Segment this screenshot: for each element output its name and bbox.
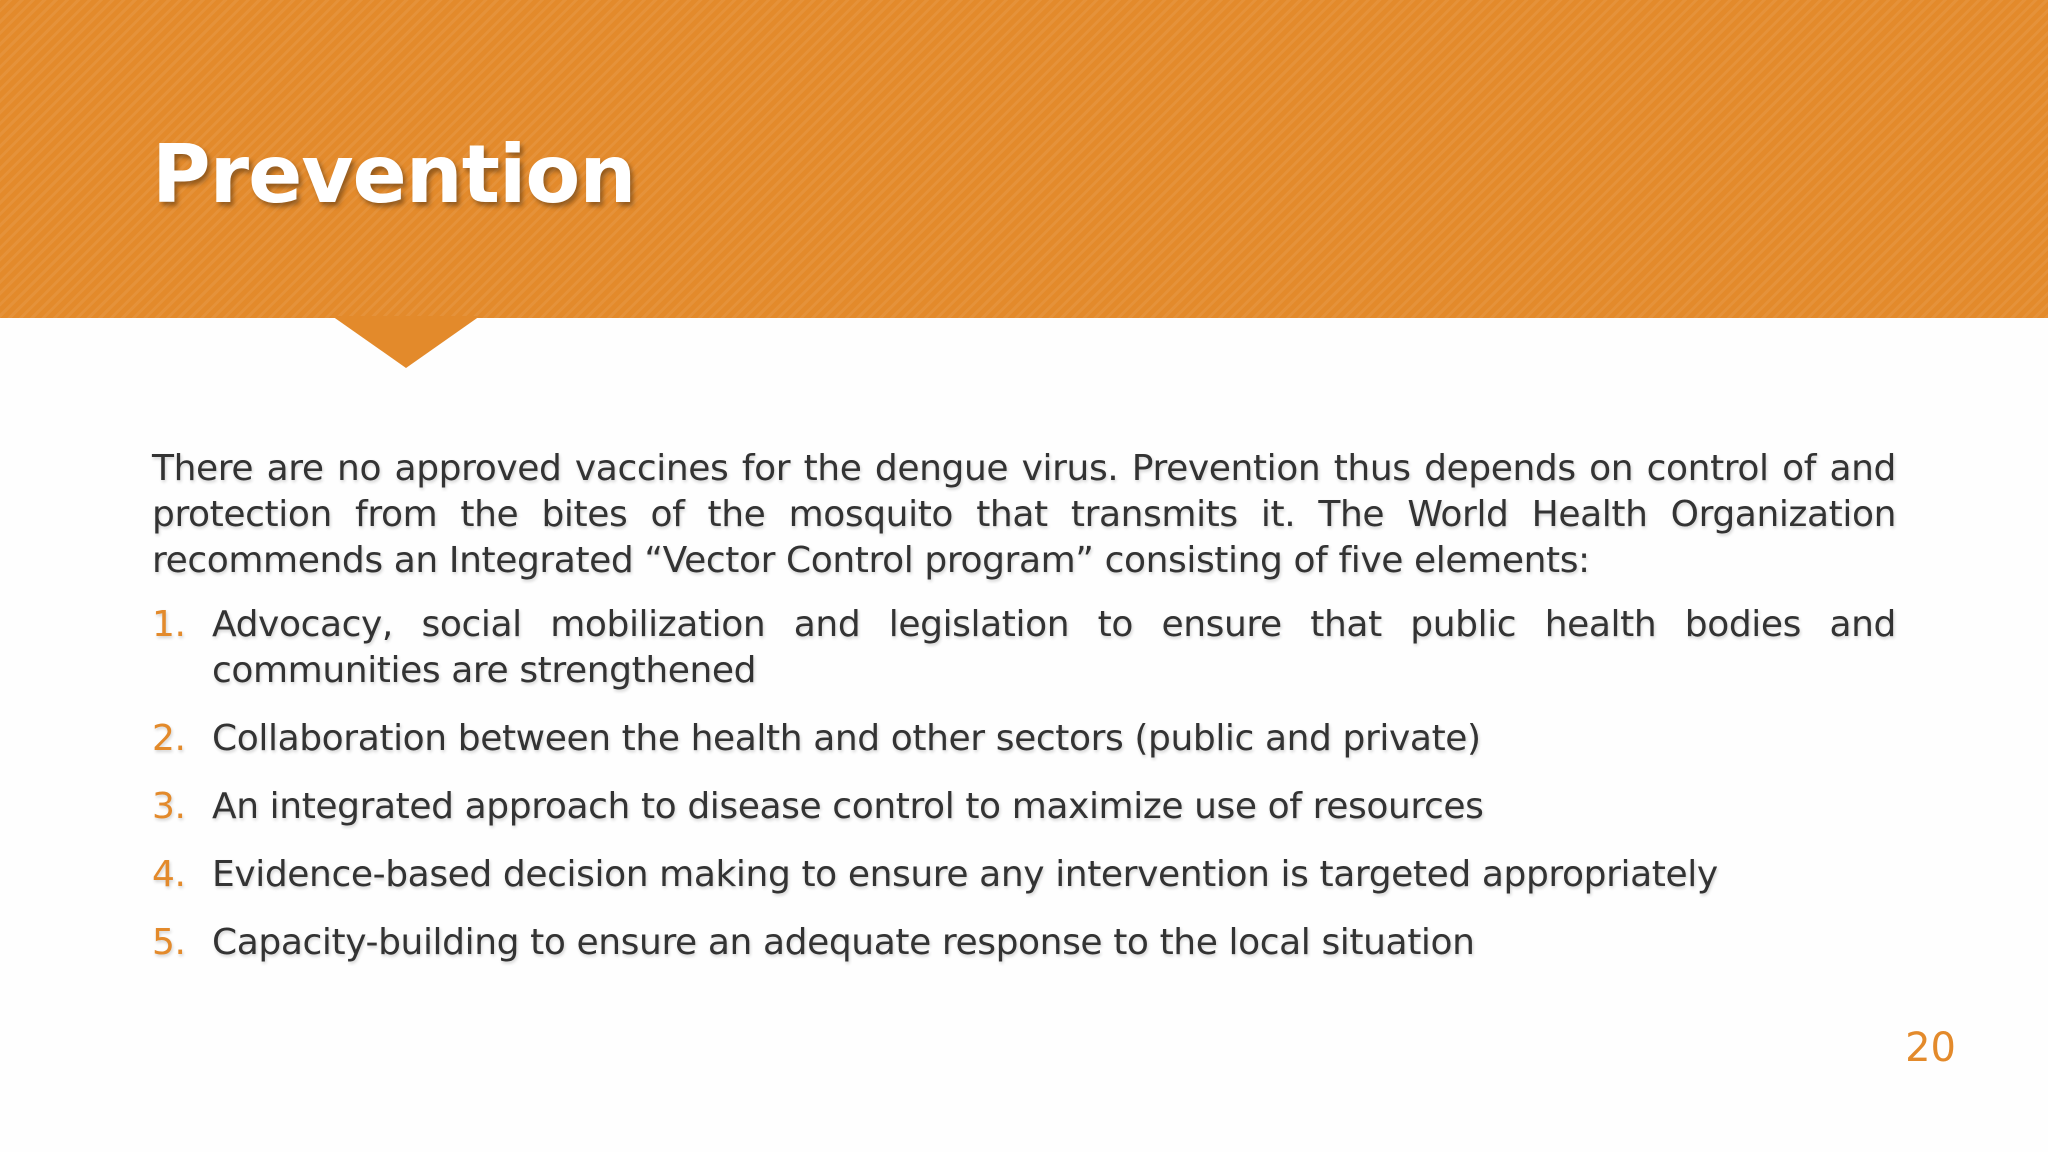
list-number: 5.: [152, 922, 186, 963]
intro-paragraph: There are no approved vaccines for the dengue virus. Prevention thus depends on control of and protection from the bites of the mosquito that transmits it. The World Health Organization recommends an Integrated “Vector Control program” consisting of five elements:: [152, 448, 1896, 581]
header-pointer: [332, 316, 480, 368]
list-item: [152, 784, 1896, 830]
list-text: Collaboration between the health and other sectors (public and private): [212, 718, 1481, 759]
list-item: [152, 602, 1896, 694]
page-number: 20: [1905, 1025, 1956, 1071]
list-number: 2.: [152, 718, 186, 759]
slide-title: Prevention: [152, 128, 636, 221]
list-number: 1.: [152, 604, 186, 645]
list-text: Advocacy, social mobilization and legislation to ensure that public health bodies and communities are strengthened: [212, 604, 1896, 691]
slide-content: [152, 446, 1896, 988]
list-text: Evidence-based decision making to ensure any intervention is targeted appropriately: [212, 854, 1718, 895]
list-number: 3.: [152, 786, 186, 827]
list-item: [152, 920, 1896, 966]
list-item: [152, 852, 1896, 898]
list-item: [152, 716, 1896, 762]
list-text: Capacity-building to ensure an adequate response to the local situation: [212, 922, 1475, 963]
list-text: An integrated approach to disease control to maximize use of resources: [212, 786, 1484, 827]
list-number: 4.: [152, 854, 186, 895]
steps-list: [152, 602, 1896, 966]
